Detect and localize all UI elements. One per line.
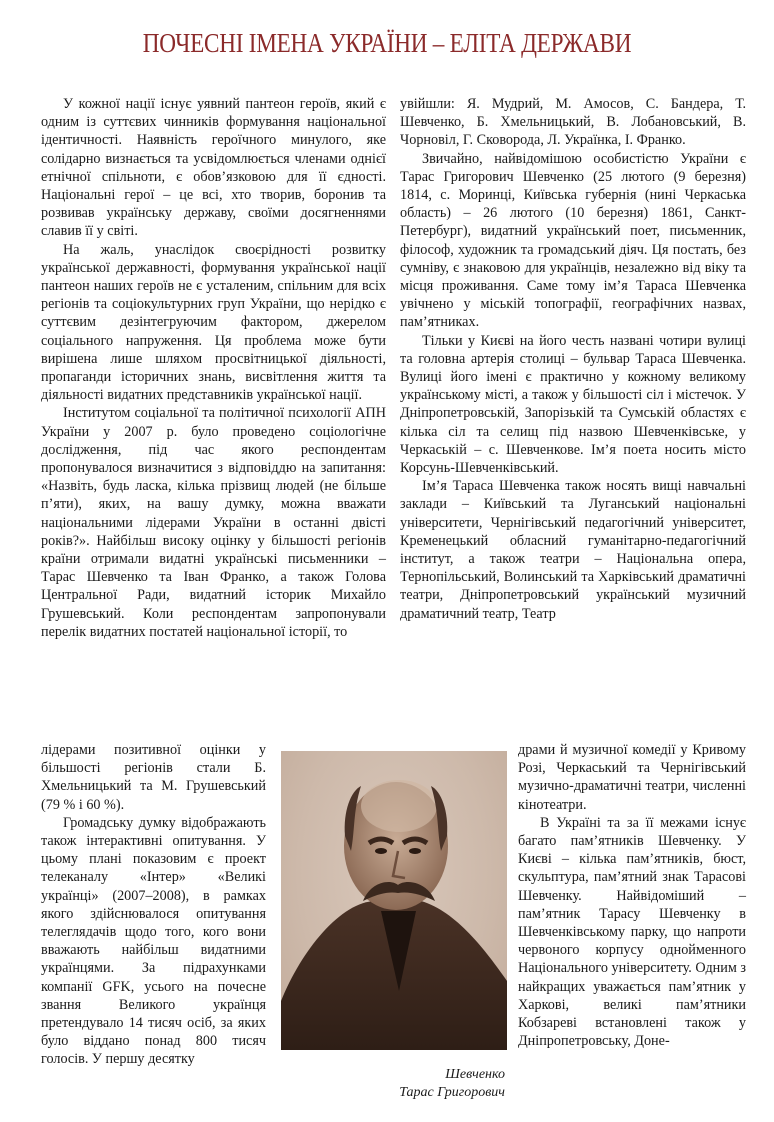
paragraph: Громадську думку відображають також інтерактивні опитування. У цьому плані показовим є проект телеканалу «Інтер» «Великі українці» (2007–2008), в рамках якого здійснювалося опитування телеглядачів щодо того, кого вони вважають найбільш видатними українцями. За підрахунками компанії GFK, усього на почесне звання Великого українця претендувало 14 тисяч осіб, за яких було віддано понад 800 тисяч голосів. У першу десятку — [41, 814, 266, 1068]
portrait-illustration-icon — [281, 751, 507, 1050]
right-column — [400, 95, 746, 623]
page-title: ПОЧЕСНІ ІМЕНА УКРАЇНИ – ЕЛІТА ДЕРЖАВИ — [142, 28, 632, 58]
caption-surname: Шевченко — [445, 1067, 505, 1082]
paragraph: На жаль, унаслідок своєрідності розвитку української державності, формування української нації пантеон наших героїв не є усталеним, спільним для всіх регіонів та соціокультурних груп України, що нерідко є суттєвим дезінтегруючим фактором, джерелом соціального напруження. Ця проблема може бути вирішена лише шляхом просвітницької діяльності, пропаганди історичних знань, висвітлення життя та діяльності видатних представників української нації. — [41, 241, 386, 404]
paragraph: Інститутом соціальної та політичної психології АПН України у 2007 р. було проведено соціологічне дослідження, під час якого респондентам пропонувалося визначитися з відповіддю на запитання: «Назвіть, будь ласка, кілька прізвищ людей (не більше п’яти), яких, на вашу думку, можна вважати національними лідерами України в останні двісті років?». Найбільш високу оцінку у більшості регіонів країни отримали видатні українські письменники – Тарас Шевченко та Іван Франко, а також Голова Центральної Ради, видатний історик Михайло Грушевський. Коли респондентам запропонували перелік видатних постатей національної історії, то — [41, 405, 386, 640]
paragraph: Тільки у Києві на його честь названі чотири вулиці та головна артерія столиці – бульвар Тараса Шевченка. Вулиці його імені є практично у кожному великому українському місті, а також у більшості сіл і містечок. У Дніпропетровській, Запорізькій та Сумській областях є кілька сіл та селищ під назвою Шевченківське, у Черкаській – с. Шевченкове. Ім’я поета носить місто Корсунь-Шевченківський. — [400, 332, 746, 477]
right-column-wrapped — [518, 741, 746, 1050]
paragraph: лідерами позитивної оцінки у більшості регіонів стали Б. Хмельницький та М. Грушевський (79 % і 60 %). — [41, 742, 266, 813]
photo-caption — [330, 1066, 505, 1102]
left-column-wrapped — [41, 741, 266, 1069]
paragraph: Звичайно, найвідомішою особистістю України є Тарас Григорович Шевченко (25 лютого (9 березня) 1814, с. Моринці, Київська губернія (нині Черкаська область) – 26 лютого (10 березня) 1861, Санкт-Петербург), видатний український поет, письменник, філософ, художник та громадський діяч. Ця постать, без сумніву, є знаковою для українців, незалежно від віку та місця проживання. Саме тому ім’я Тараса Шевченка увічнено у міській топографії, географічних назвах, пам’ятниках. — [400, 150, 746, 331]
paragraph: драми й музичної комедії у Кривому Розі, Черкаський та Чернігівський музично-драматичні театри, численні кінотеатри. — [518, 742, 746, 813]
paragraph: У кожної нації існує уявний пантеон героїв, який є одним із суттєвих чинників формування національної ідентичності. Наявність героїчного минулого, яке солідарно визнається та усвідомлюється членами однієї етнічної спільноти, є обов’язковою для її єдності. Національні герої – це всі, хто творив, боронив та розвивав українську державу, своїми досягненнями славив її у світі. — [41, 96, 386, 240]
portrait-photo — [281, 751, 507, 1050]
paragraph: увійшли: Я. Мудрий, М. Амосов, С. Бандера, Т. Шевченко, Б. Хмельницький, В. Лобановський, В. Чорновіл, Г. Сковорода, Л. Українка, І. Франко. — [400, 96, 746, 149]
paragraph: В Україні та за її межами існує багато пам’ятників Шевченку. У Києві – кілька пам’ятників, бюст, скульптура, пам’ятний знак Тарасові Шевченку. Найвідоміший – пам’ятник Тарасу Шевченку в Шевченківському парку, що напроти червоного корпусу однойменного Національного університету. Одним з найкращих уважається пам’ятник у Харкові, великі пам’ятники Кобзареві встановлені також у Дніпропетровську, Доне- — [518, 814, 746, 1050]
caption-given-name: Тарас Григорович — [399, 1085, 505, 1100]
left-column — [41, 95, 386, 641]
paragraph: Ім’я Тараса Шевченка також носять вищі навчальні заклади – Київський та Луганський національні університети, Чернігівський педагогічний університет, Кременецький обласний гуманітарно-педагогічний інститут, а також театри – Національна опера, Тернопільський, Волинський та Харківський драматичні театри, Дніпропетровський український музичний драматичний театр, Театр — [400, 478, 746, 622]
